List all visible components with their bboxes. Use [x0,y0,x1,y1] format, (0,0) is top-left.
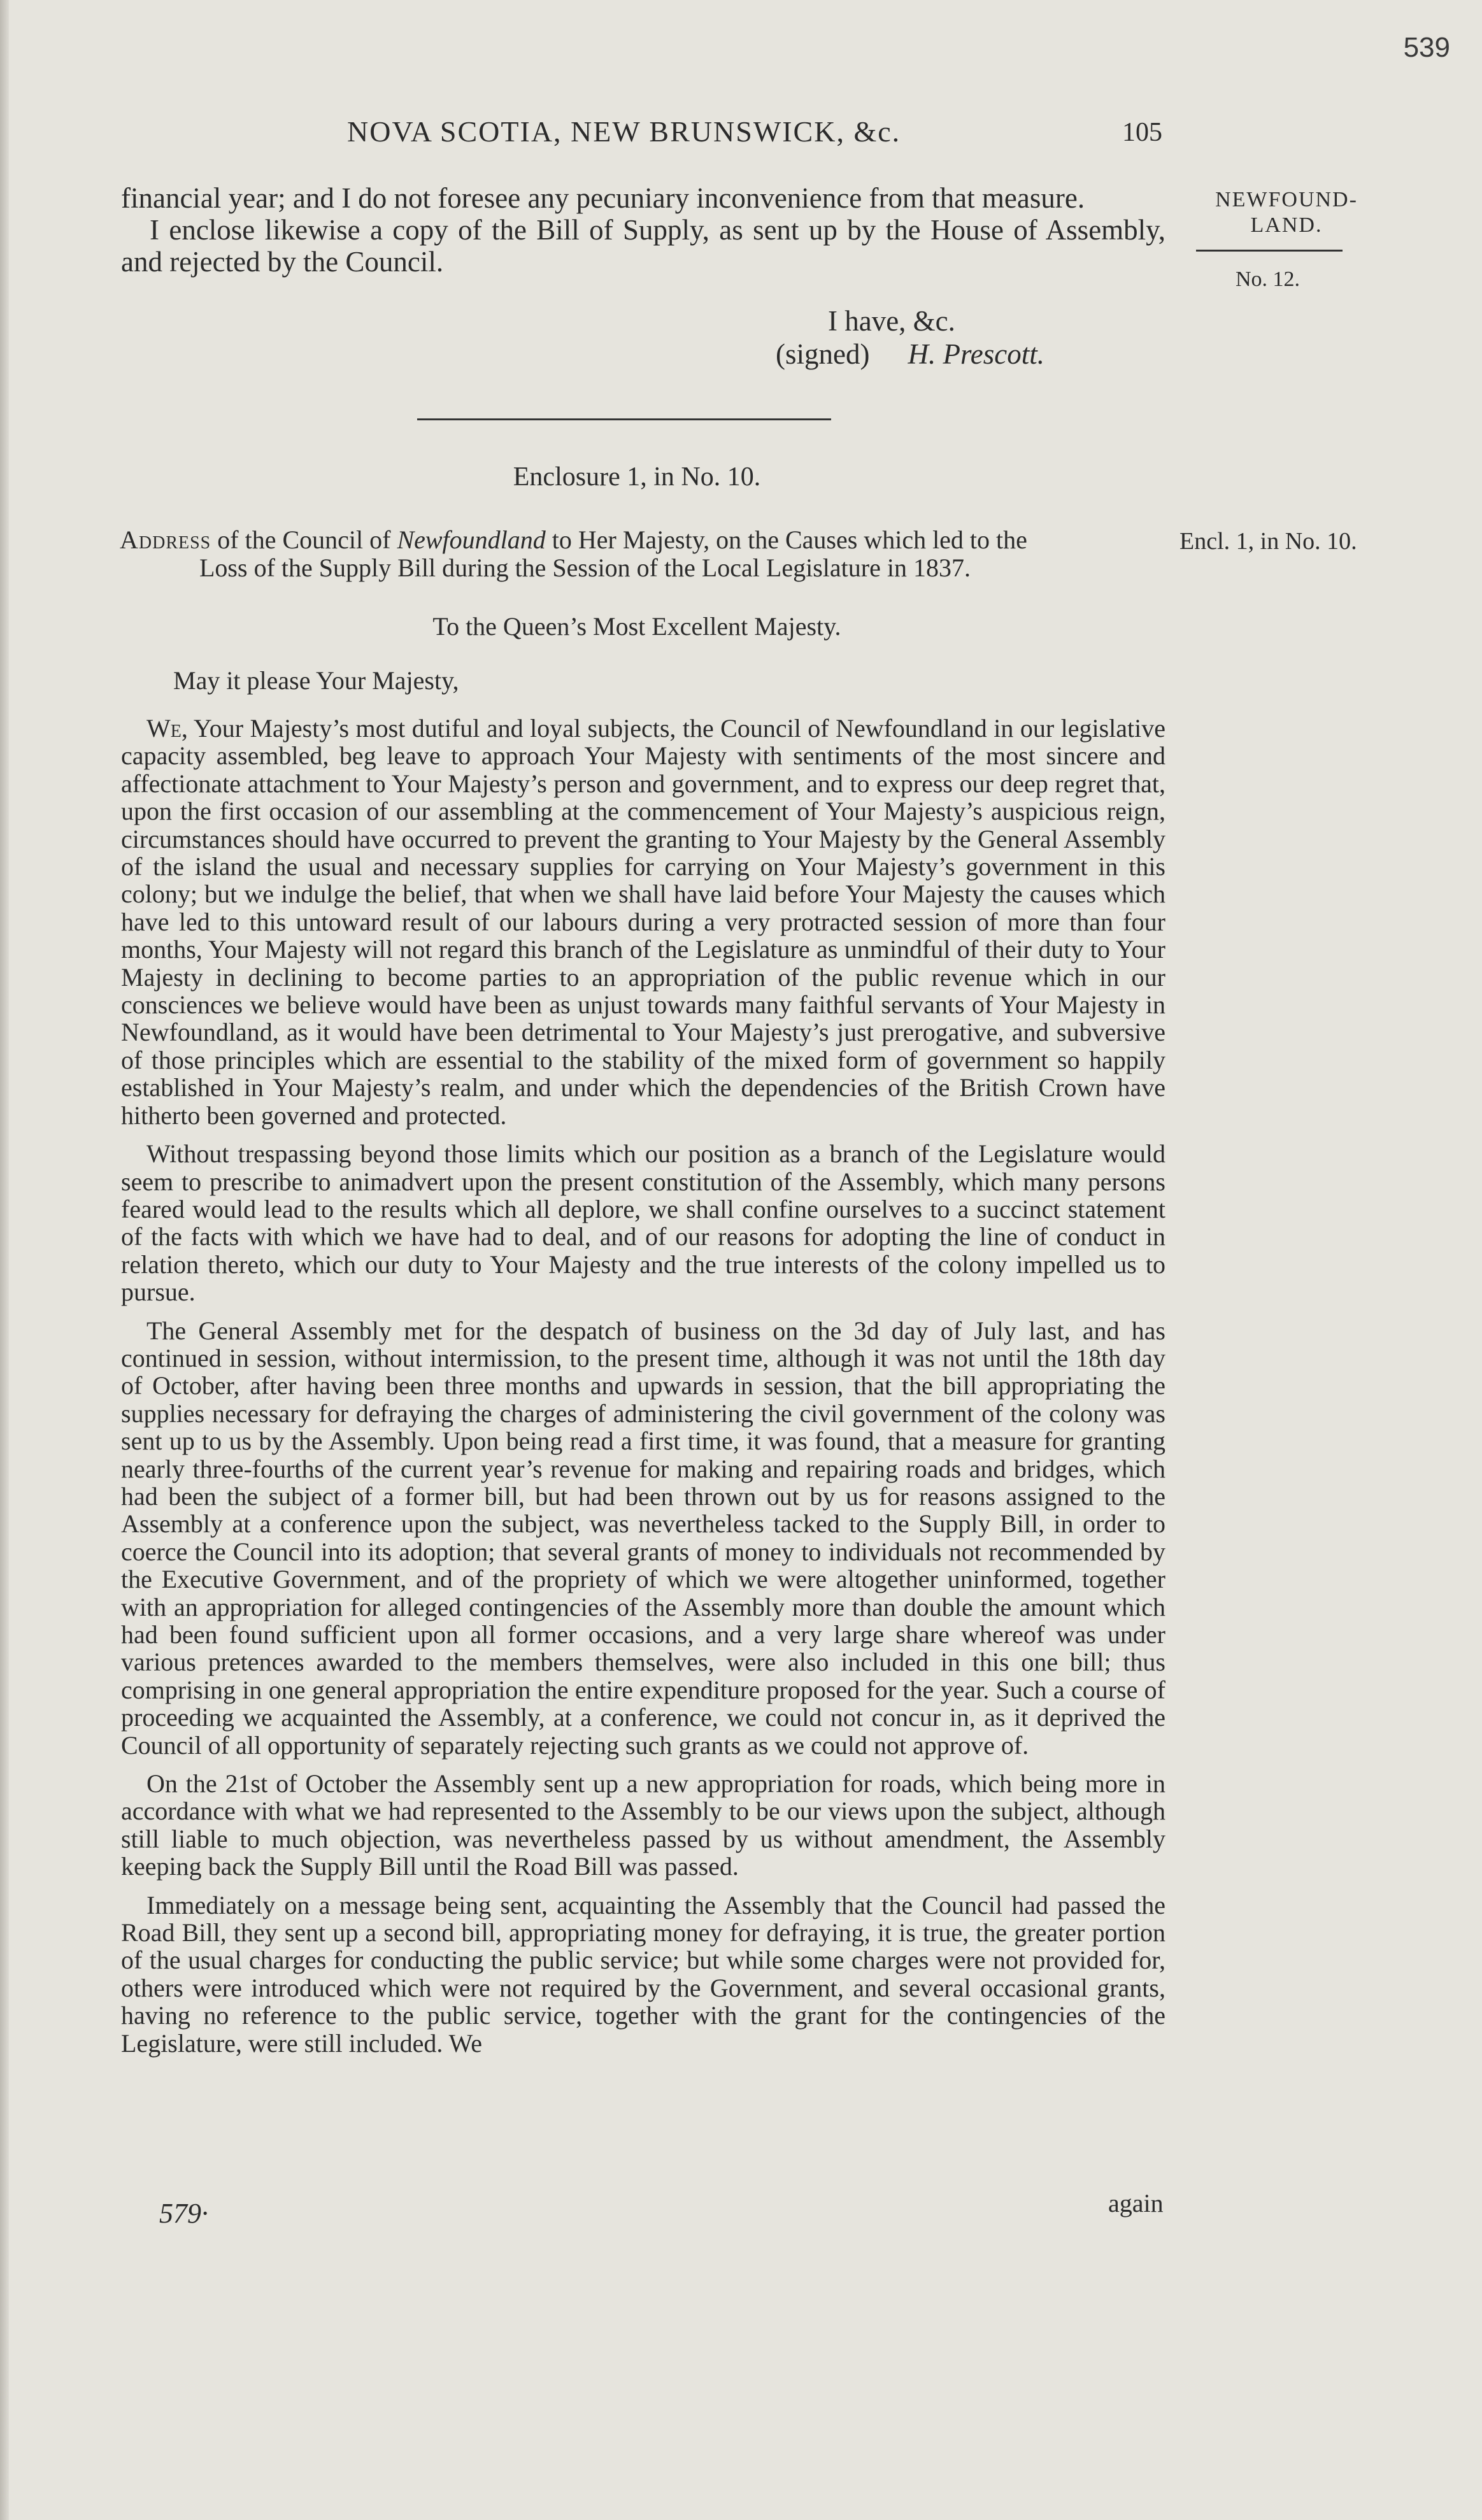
salutation: May it please Your Majesty, [173,666,459,695]
body-paragraph: Without trespassing beyond those limits which our position as a branch of the Legislature would seem to prescribe to animadvert upon the present constitution of the Assembly, which many persons feared would lead to the results which all deplore, we shall confine ourselves to a succinct statement of the facts with which we have had to deal, and of our reasons for adopting the line of conduct in relation thereto, which our duty to Your Majesty and the true interests of the colony impelled us to pursue. [121,1139,1165,1307]
page-edge-shadow [0,0,9,2520]
margin-rule [1196,250,1343,252]
signature-line [776,338,1044,371]
letter-end [121,182,1165,278]
closing: I have, &c. [828,305,955,337]
folio-number: 105 [1122,118,1162,147]
signature-mark: 579· [159,2198,208,2229]
addressee: To the Queen’s Most Excellent Majesty. [432,612,841,641]
margin-colony: NEWFOUND-LAND. [1215,188,1358,237]
margin-doc-number: No. 12. [1236,267,1300,291]
running-title: NOVA SCOTIA, NEW BRUNSWICK, &c. [347,115,901,148]
body-paragraph: Immediately on a message being sent, acquainting the Assembly that the Council had passed the Road Bill, they sent up a second bill, appropriating money for defraying, it is true, the greater portion of the usual charges for conducting the public service; but while some charges were not provided for, others were introduced which were not required by the Government, and several occasional grants, having no reference to the public service, together with the grant for the contingencies of the Legislature, were still included. We [121,1890,1165,2058]
address-text: to Her Majesty, on the Causes which led to the [545,525,1027,554]
address-place: Newfoundland [397,525,546,554]
body-paragraph: On the 21st of October the Assembly sent up a new appropriation for roads, which being more in accordance with what we had represented to the Assembly to be our views upon the subject, although still liable to much objection, was nevertheless passed by us without amendment, the Assembly keeping back the Supply Bill until the Road Bill was passed. [121,1769,1165,1881]
catchword: again [1108,2189,1164,2217]
address-line-2: Loss of the Supply Bill during the Session of the Local Legislature in 1837. [199,553,971,582]
body-paragraph: The General Assembly met for the despatch of business on the 3d day of July last, and has continued in session, without intermission, to the present time, although it was not until the 18th day of October, after having been three months and upwards in session, that the bill appropriating the supplies necessary for defraying the charges of administering the civil government of the colony was sent up to us by the Assembly. Upon being read a first time, it was found, that a measure for granting nearly three-fourths of the current year’s revenue for making and repairing roads and bridges, which had been the subject of a former bill, but had been thrown out by us for reasons assigned to the Assembly at a conference upon the subject, was nevertheless tacked to the Supply Bill, in order to coerce the Council into its adoption; that several grants of money to individuals not recommended by the Executive Government, and of the propriety of which we were altogether uninformed, together with an appropriation for alleged contingencies of the Assembly more than double the amount which had been found sufficient upon all former occasions, and a very large share whereof was under various pretences awarded to the members themselves, were also included in this one bill; thus comprising in one general appropriation the entire expenditure proposed for the year. Such a course of proceeding we acquainted the Assembly, at a conference, we could not concur in, as it deprived the Council of all opportunity of separately rejecting such grants as we could not approve of. [121,1316,1165,1760]
page-number-stamp: 539 [1403,32,1450,63]
address-text: of the Council of [211,525,397,554]
letter-paragraph: financial year; and I do not foresee any pecuniary inconvenience from that measure. [121,182,1085,214]
paragraph-lead: We [146,714,182,743]
address-body [121,715,1165,2068]
address-title [120,526,1164,582]
body-paragraph [121,715,1165,1129]
paragraph-text: , Your Majesty’s most dutiful and loyal subjects, the Council of Newfoundland in our legislative capacity assembled, beg leave to approach Your Majesty with sentiments of the most sincere and affectionate attachment to Your Majesty’s person and government, and to express our deep regret that, upon the first occasion of our assembling at the commencement of Your Majesty’s auspicious reign, circumstances should have occurred to prevent the granting to Your Majesty by the General Assembly of the island the usual and necessary supplies for carrying on Your Majesty’s government in this colony; but we indulge the belief, that when we shall have laid before Your Majesty the causes which have led to this untoward result of our labours during a very protracted session of more than four months, Your Majesty will not regard this branch of the Legislature as unmindful of their duty to Your Majesty in declining to become parties to an appropriation of the public revenue which in our consciences we believe would have been as unjust towards many faithful servants of Your Majesty in Newfoundland, as it would have been detrimental to Your Majesty’s just prerogative, and subversive of those principles which are essential to the stability of the mixed form of government so happily established in Your Majesty’s realm, and under which the dependencies of the British Crown have hitherto been governed and protected. [121,714,1165,1130]
signature-name: H. Prescott. [908,338,1045,370]
signed-label: (signed) [776,338,870,370]
section-divider [417,418,831,420]
address-lead: Address [120,525,211,554]
enclosure-heading: Enclosure 1, in No. 10. [513,462,761,492]
margin-enclosure-note: Encl. 1, in No. 10. [1179,528,1357,555]
letter-paragraph: I enclose likewise a copy of the Bill of Supply, as sent up by the House of Assembly, and rejected by the Council. [121,214,1165,278]
